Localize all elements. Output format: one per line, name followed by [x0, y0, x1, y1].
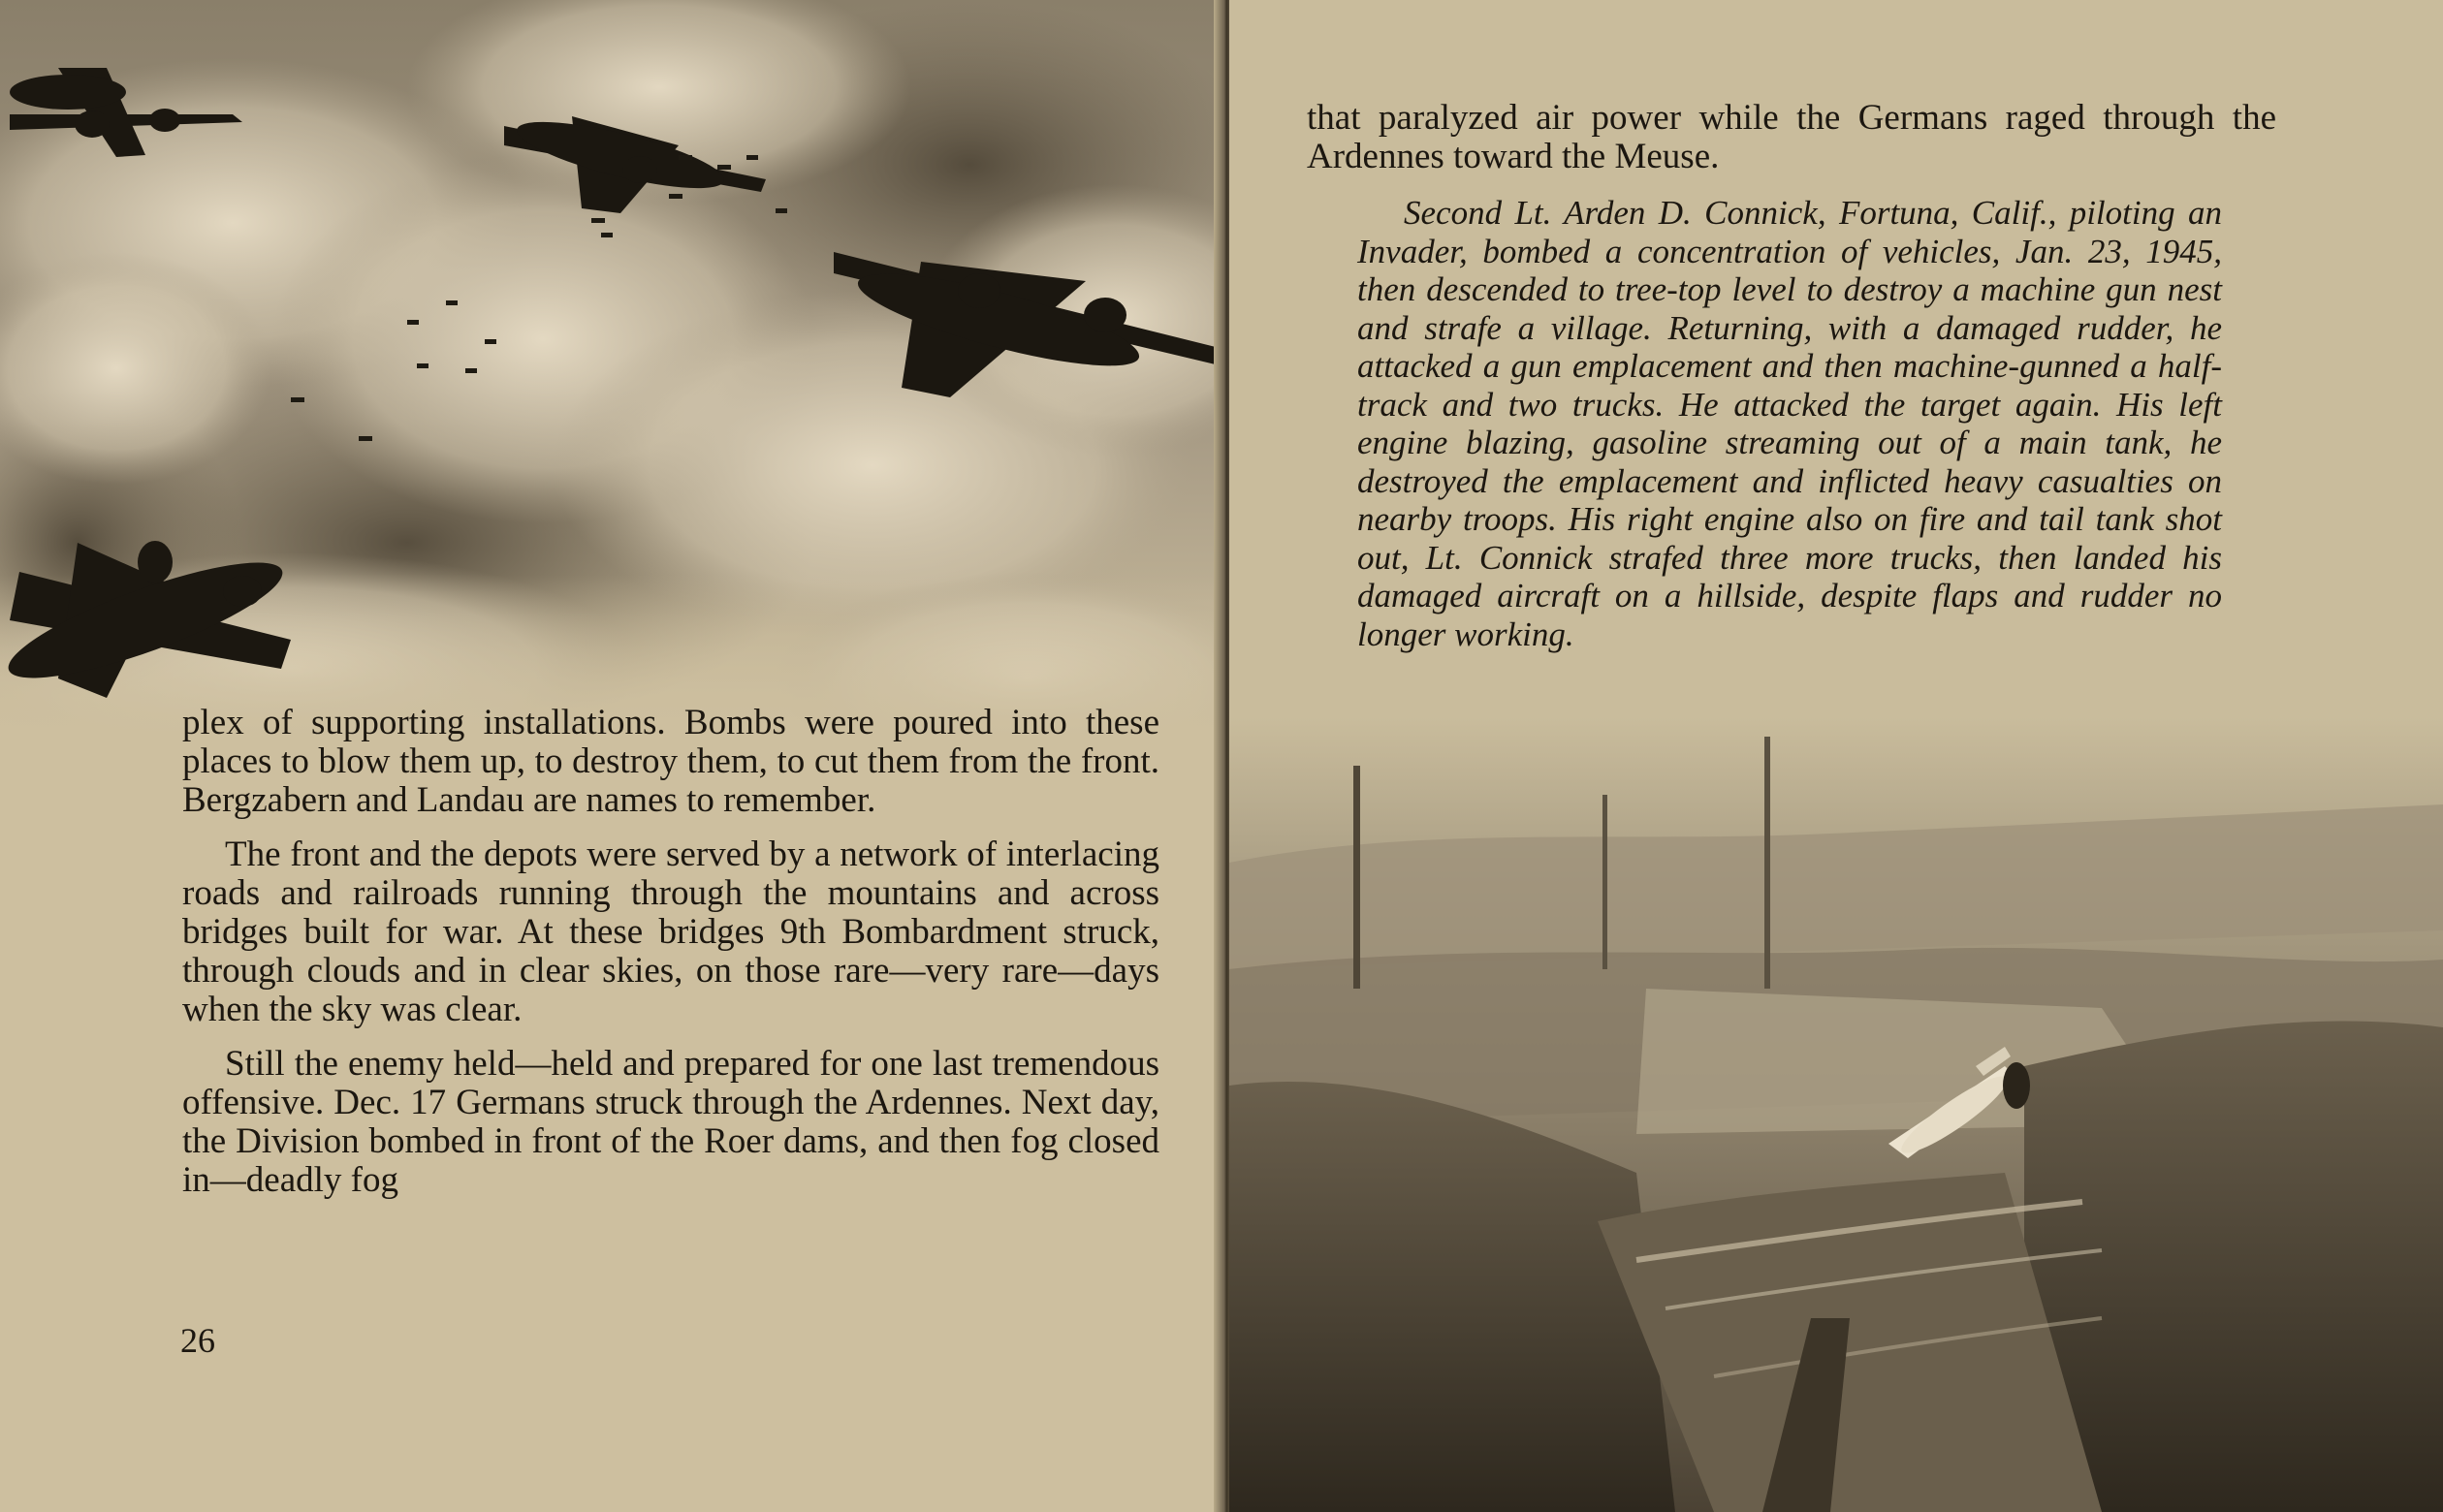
left-body-text	[182, 704, 1159, 1215]
paragraph: Still the enemy held—held and prepared for one last tremendous offensive. Dec. 17 Germans struck through the Ardennes. Next day, the Division bombed in front of the Roer dams, and then fog closed in—deadly fog	[182, 1044, 1159, 1200]
bombers-in-clouds-photo	[0, 0, 1223, 737]
citation-text	[1357, 194, 2222, 653]
right-page	[1229, 0, 2443, 1512]
right-intro-text	[1307, 99, 2276, 176]
page-number: 26	[180, 1321, 215, 1360]
paragraph: The front and the depots were served by a network of interlacing roads and railroads running through the mountains and across bridges built for war. At these bridges 9th Bombardment struck, through clouds and in clear skies, on those rare—very rare—days when the sky was clear.	[182, 835, 1159, 1029]
invader-over-valley-photo	[1229, 717, 2443, 1512]
paragraph: plex of supporting installations. Bombs were poured into these places to blow them up, to destroy them, to cut them from the front. Bergzabern and Landau are names to remember.	[182, 703, 1159, 820]
paragraph: Second Lt. Arden D. Connick, Fortuna, Calif., piloting an Invader, bombed a concentration of vehicles, Jan. 23, 1945, then descended to tree-top level to destroy a machine gun nest and strafe a village. Returning, with a damaged rudder, he attacked a gun emplacement and then machine-gunned a half-track and two trucks. He attacked the target again. His left engine blazing, gasoline streaming out of a main tank, he destroyed the emplacement and inflicted heavy casualties on nearby troops. His right engine also on fire and tail tank shot out, Lt. Connick strafed three more trucks, then landed his damaged aircraft on a hillside, despite flaps and rudder no longer working.	[1357, 194, 2222, 653]
paragraph: that paralyzed air power while the Germans raged through the Ardennes toward the Meuse.	[1307, 98, 2276, 176]
